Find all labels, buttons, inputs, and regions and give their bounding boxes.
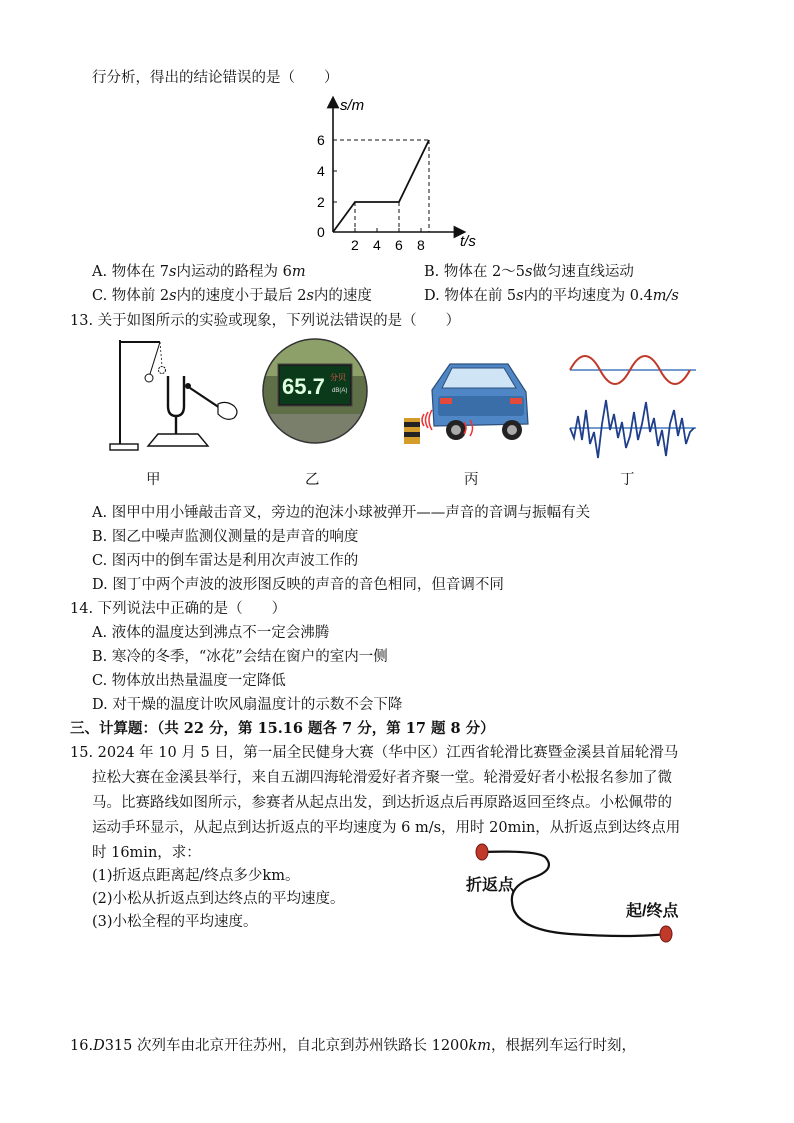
q15-line-4: 运动手环显示，从起点到达折返点的平均速度为 6 m/s，用时 20min，从折返点到达终点用 bbox=[92, 820, 681, 836]
x-tick-8: 8 bbox=[417, 237, 425, 253]
section-3-heading: 三、计算题：（共 22 分，第 15.16 题各 7 分，第 17 题 8 分） bbox=[70, 720, 495, 737]
figure-jia-label: 甲 bbox=[146, 472, 161, 488]
y-axis-label: s/m bbox=[340, 97, 365, 114]
q13-option-a: A. 图甲中用小锤敲击音叉，旁边的泡沫小球被弹开——声音的音调与振幅有关 bbox=[92, 505, 591, 521]
x-tick-6: 6 bbox=[395, 237, 403, 253]
q13-option-c: C. 图丙中的倒车雷达是利用次声波工作的 bbox=[92, 553, 359, 569]
q13-stem: 13. 关于如图所示的实验或现象，下列说法错误的是（ ） bbox=[70, 313, 461, 329]
q12-stem-tail: 行分析，得出的结论错误的是（ ） bbox=[92, 70, 339, 86]
q13-option-b: B. 图乙中噪声监测仪测量的是声音的响度 bbox=[92, 529, 359, 545]
x-tick-2: 2 bbox=[351, 237, 359, 253]
q15-route-map bbox=[460, 838, 700, 948]
x-tick-4: 4 bbox=[373, 237, 381, 253]
q15-line-3: 马。比赛路线如图所示，参赛者从起点出发，到达折返点后再原路返回至终点。小松佩带的 bbox=[92, 795, 672, 811]
q13-option-d: D. 图丁中两个声波的波形图反映的声音的音色相同，但音调不同 bbox=[92, 577, 504, 593]
q14-option-a: A. 液体的温度达到沸点不一定会沸腾 bbox=[92, 625, 330, 641]
q15-sub-3: (3)小松全程的平均速度。 bbox=[92, 914, 258, 930]
figure-yi-label: 乙 bbox=[305, 472, 320, 488]
figure-jia-tuning-fork bbox=[100, 336, 250, 466]
start-end-marker bbox=[660, 926, 672, 942]
start-end-label: 起/终点 bbox=[626, 903, 679, 920]
q15-line-2: 拉松大赛在金溪县举行，来自五湖四海轮滑爱好者齐聚一堂。轮滑爱好者小松报名参加了微 bbox=[92, 770, 672, 786]
y-tick-2: 2 bbox=[317, 194, 325, 210]
q16-line-1: 16.D315 次列车由北京开往苏州，自北京到苏州铁路长 1200km，根据列车运行时刻， bbox=[70, 1038, 637, 1054]
q12-option-d: D. 物体在前 5s内的平均速度为 0.4m/s bbox=[424, 288, 679, 304]
q12-option-a: A. 物体在 7s内运动的路程为 6m bbox=[92, 264, 306, 280]
q14-stem: 14. 下列说法中正确的是（ ） bbox=[70, 601, 287, 617]
x-axis-label: t/s bbox=[460, 233, 476, 250]
q12-option-b: B. 物体在 2～5s做匀速直线运动 bbox=[424, 264, 634, 280]
q14-option-b: B. 寒冷的冬季，“冰花”会结在窗户的室内一侧 bbox=[92, 649, 388, 665]
meter-reading: 65.7 bbox=[282, 374, 325, 399]
meter-sub: dB(A) bbox=[332, 388, 348, 394]
q14-option-c: C. 物体放出热量温度一定降低 bbox=[92, 673, 286, 689]
turn-point-label: 折返点 bbox=[466, 877, 515, 894]
q15-line-1: 15. 2024 年 10 月 5 日，第一届全民健身大赛（华中区）江西省轮滑比赛暨金溪县首届轮滑马 bbox=[70, 745, 679, 761]
y-tick-6: 6 bbox=[317, 132, 325, 148]
figure-ding-waveforms bbox=[568, 340, 698, 465]
origin-label: 0 bbox=[317, 224, 325, 240]
y-tick-4: 4 bbox=[317, 163, 325, 179]
figure-bing-label: 丙 bbox=[464, 472, 479, 488]
q14-option-d: D. 对干燥的温度计吹风扇温度计的示数不会下降 bbox=[92, 697, 403, 713]
q12-graph bbox=[300, 92, 500, 257]
figure-ding-label: 丁 bbox=[620, 472, 635, 488]
figure-bing-reversing-car bbox=[398, 352, 538, 452]
figure-yi-noise-meter bbox=[262, 336, 368, 446]
turn-point-marker bbox=[476, 844, 488, 860]
q15-line-5: 时 16min，求： bbox=[92, 845, 201, 861]
q15-sub-1: (1)折返点距离起/终点多少km。 bbox=[92, 868, 300, 884]
q12-option-c: C. 物体前 2s内的速度小于最后 2s内的速度 bbox=[92, 288, 372, 304]
q15-sub-2: (2)小松从折返点到达终点的平均速度。 bbox=[92, 891, 345, 907]
meter-unit: 分贝 bbox=[330, 373, 346, 382]
complex-wave bbox=[570, 400, 694, 458]
s-t-line bbox=[333, 140, 429, 232]
